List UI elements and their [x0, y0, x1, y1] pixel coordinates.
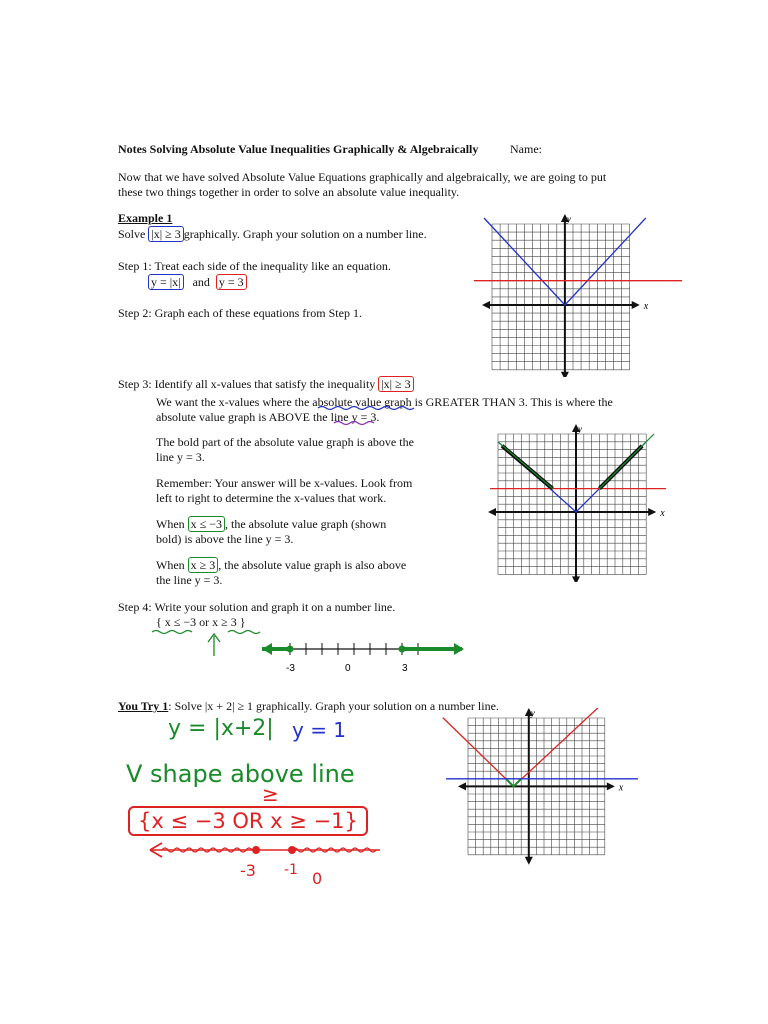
nl1-label-3: 3: [402, 663, 408, 674]
number-line-2: [140, 838, 400, 888]
step1-text: Step 1: Treat each side of the inequality like an equation.: [118, 259, 391, 273]
hand-eq1: y = |x+2|: [168, 716, 274, 741]
when2-box: x ≥ 3: [188, 557, 219, 573]
y-axis-label: y: [566, 214, 571, 224]
when1-line-2: bold) is above the line y = 3.: [156, 532, 294, 546]
when2-line-2: the line y = 3.: [156, 573, 223, 587]
when2-line: When x ≥ 3 , the absolute value graph is also above: [156, 558, 407, 572]
want-line-1: We want the x-values where the absolute value graph is GREATER THAN 3. This is where the: [156, 395, 613, 409]
when1-box: x ≤ −3: [188, 516, 225, 532]
example1-solve-line: Solve |x| ≥ 3 graphically. Graph your solution on a number line.: [118, 227, 427, 241]
step2-text: Step 2: Graph each of these equations from Step 1.: [118, 306, 362, 320]
hand-note: V shape above line: [126, 760, 355, 788]
number-line-1: [250, 635, 475, 675]
when1-line: When x ≤ −3 , the absolute value graph (shown: [156, 517, 387, 531]
name-label: Name:: [510, 142, 542, 156]
y-axis-label: y: [578, 424, 582, 434]
hand-ge: ≥: [262, 782, 279, 806]
you-try-line: You Try 1: Solve |x + 2| ≥ 1 graphically. Graph your solution on a number line.: [118, 699, 499, 713]
intro-line-1: Now that we have solved Absolute Value Equations graphically and algebraically, we are going to put: [118, 170, 607, 184]
graph-2: [488, 420, 668, 582]
nl2-label-minus3: -3: [240, 861, 256, 880]
arrow-left-icon: [262, 643, 272, 655]
nl2-label-minus1: -1: [284, 862, 298, 878]
y-axis-label: y: [530, 708, 535, 718]
hand-solution-box: {x ≤ −3 OR x ≥ −1}: [128, 806, 368, 836]
closed-dot-minus1: [288, 846, 296, 854]
intro-line-2: these two things together in order to solve an absolute value inequality.: [118, 185, 460, 199]
hand-eq2: y = 1: [292, 718, 347, 742]
step3-line: Step 3: Identify all x-values that satisfy the inequality |x| ≥ 3: [118, 377, 414, 392]
step4-text: Step 4: Write your solution and graph it on a number line.: [118, 600, 396, 614]
graph-1: [470, 212, 685, 377]
remember-line-1: Remember: Your answer will be x-values. Look from: [156, 476, 413, 490]
eq2-box: y = 3: [216, 274, 247, 290]
arrow-right-icon: [454, 643, 464, 655]
nl2-label-0: 0: [312, 869, 323, 888]
bold-line-1: The bold part of the absolute value graph is above the: [156, 435, 414, 449]
closed-dot-minus3: [287, 646, 294, 653]
remember-line-2: left to right to determine the x-values that work.: [156, 491, 387, 505]
eq1-box: y = |x|: [148, 274, 184, 290]
solve-inequality-box: |x| ≥ 3: [148, 226, 183, 242]
bold-line-2: line y = 3.: [156, 450, 205, 464]
step3-inequality-box: |x| ≥ 3: [378, 376, 413, 392]
x-axis-label: x: [660, 508, 665, 519]
want-line-2: absolute value graph is ABOVE the line y = 3.: [156, 410, 380, 424]
x-axis-label: x: [618, 782, 624, 794]
example1-heading: Example 1: [118, 211, 173, 225]
closed-dot-minus3: [252, 846, 260, 854]
abs-value-graph: [443, 708, 602, 786]
nl1-label-0: 0: [345, 663, 351, 674]
nl1-label-minus3: -3: [286, 663, 295, 674]
graph-3: [440, 708, 640, 866]
step1-equations: y = |x| and y = 3: [148, 275, 247, 290]
step4-solution: { x ≤ −3 or x ≥ 3 }: [156, 615, 246, 629]
closed-dot-3: [399, 646, 406, 653]
page-title: Notes Solving Absolute Value Inequalities Graphically & Algebraically: [118, 142, 479, 156]
x-axis-label: x: [643, 301, 649, 312]
